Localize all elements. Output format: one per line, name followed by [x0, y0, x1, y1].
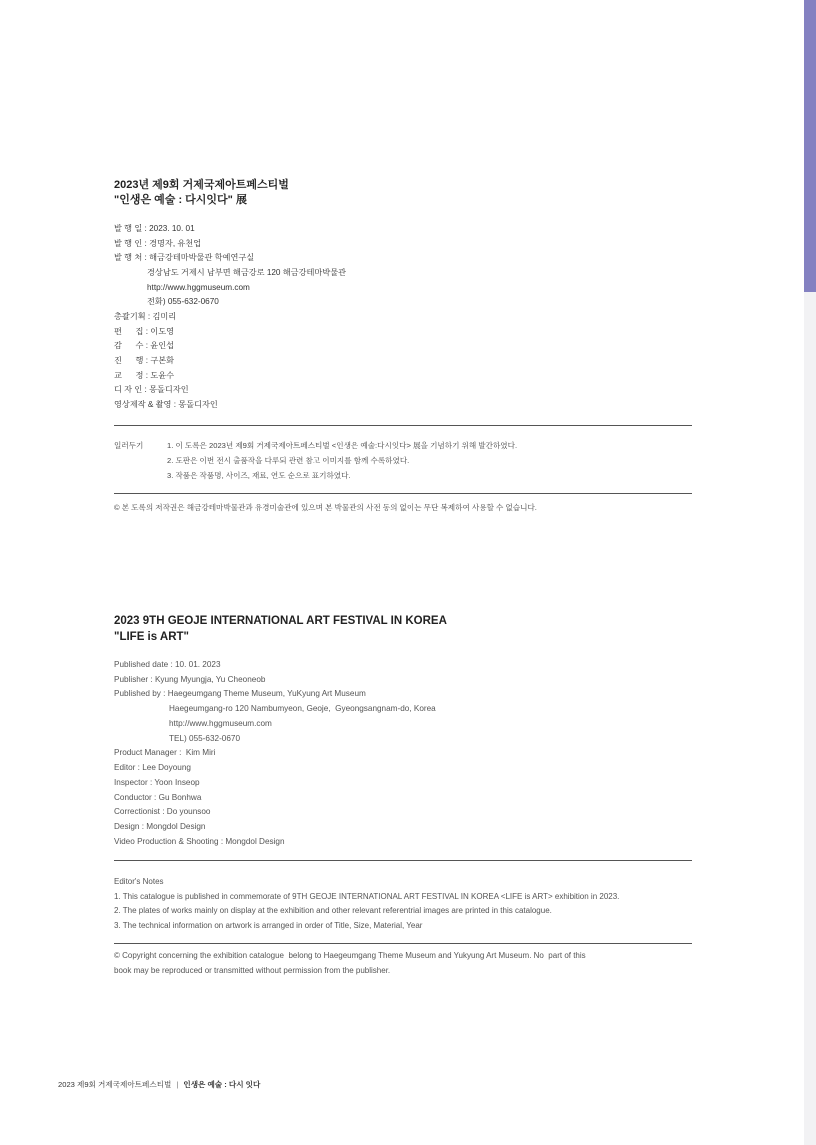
kr-credit-address: 경상남도 거제시 남부면 해금강로 120 해금강테마박물관 — [147, 268, 347, 277]
kr-title-line2: "인생은 예술 : 다시잇다" 展 — [114, 194, 247, 206]
kr-copyright: © 본 도록의 저작권은 해금강테마박물관과 유경미술관에 있으며 본 박물관의 사전 동의 없이는 무단 복제하여 사용할 수 없습니다. — [114, 503, 537, 512]
en-credit-correctionist: Correctionist : Do younsoo — [114, 807, 211, 816]
en-credit-date: Published date : 10. 01. 2023 — [114, 660, 221, 669]
kr-credit-publisher: 발 행 인 : 경명자, 유천업 — [114, 239, 202, 248]
en-note-1: 1. This catalogue is published in commemorate of 9TH GEOJE INTERNATIONAL ART FESTIVAL IN KOREA <LIFE is ART> exhibition in 2023. — [114, 892, 620, 901]
en-credit-video: Video Production & Shooting : Mongdol Design — [114, 837, 285, 846]
kr-credit-proofreader: 교 정 : 도윤수 — [114, 371, 175, 380]
colophon-english — [114, 613, 692, 645]
en-note-2: 2. The plates of works mainly on display at the exhibition and other relevant referentrial images are printed in this catalogue. — [114, 906, 552, 915]
en-credit-inspector: Inspector : Yoon Inseop — [114, 778, 200, 787]
en-credit-design: Design : Mongdol Design — [114, 822, 206, 831]
en-notes-label: Editor's Notes — [114, 877, 164, 886]
en-credit-editor: Editor : Lee Doyoung — [114, 763, 191, 772]
kr-credit-video: 영상제작 & 촬영 : 몽돌디자인 — [114, 400, 218, 409]
en-note-3: 3. The technical information on artwork is arranged in order of Title, Size, Material, Year — [114, 921, 423, 930]
en-copyright-line1: © Copyright concerning the exhibition catalogue belong to Haegeumgang Theme Museum and Yukyung Art Museum. No part of this — [114, 951, 586, 960]
kr-title-line1: 2023년 제9회 거제국제아트페스티벌 — [114, 179, 289, 191]
en-credits — [114, 660, 692, 850]
divider — [114, 493, 692, 494]
kr-credit-conductor: 진 행 : 구본화 — [114, 356, 175, 365]
en-credit-published-by: Published by : Haegeumgang Theme Museum, YuKyung Art Museum — [114, 689, 366, 698]
en-copyright-line2: book may be reproduced or transmitted without permission from the publisher. — [114, 966, 391, 975]
kr-notes-section — [114, 425, 692, 520]
en-notes-section — [114, 860, 692, 980]
divider — [114, 860, 692, 861]
en-credit-address: Haegeumgang-ro 120 Nambumyeon, Geoje, Gyeongsangnam-do, Korea — [169, 704, 436, 713]
kr-note-2: 2. 도판은 이번 전시 출품작을 다루되 관련 참고 이미지를 함께 수록하였다. — [167, 456, 410, 465]
footer-exhibition-title: 인생은 예술 : 다시 잇다 — [183, 1080, 261, 1089]
kr-credits — [114, 224, 692, 414]
kr-credit-url: http://www.hggmuseum.com — [147, 283, 250, 292]
kr-credit-inspector: 감 수 : 윤인섭 — [114, 341, 175, 350]
en-credit-manager: Product Manager : Kim Miri — [114, 748, 216, 757]
colophon-korean — [114, 178, 692, 208]
en-credit-conductor: Conductor : Gu Bonhwa — [114, 793, 202, 802]
footer-separator: | — [176, 1080, 179, 1089]
kr-credit-date: 발 행 일 : 2023. 10. 01 — [114, 224, 195, 233]
kr-note-1: 1. 이 도록은 2023년 제9회 거제국제아트페스티벌 <인생은 예술:다시잇다> 展을 기념하기 위해 발간하였다. — [167, 441, 518, 450]
kr-note-3: 3. 작품은 작품명, 사이즈, 재료, 연도 순으로 표기하였다. — [167, 471, 351, 480]
divider — [114, 943, 692, 944]
en-title-line1: 2023 9TH GEOJE INTERNATIONAL ART FESTIVAL IN KOREA — [114, 615, 447, 627]
kr-credit-phone: 전화) 055-632-0670 — [147, 297, 219, 306]
footer-event-name: 2023 제9회 거제국제아트페스티벌 — [58, 1080, 172, 1089]
en-title-line2: "LIFE is ART" — [114, 631, 190, 643]
page-footer — [58, 1079, 260, 1090]
kr-credit-manager: 총괄기획 : 김미리 — [114, 312, 177, 321]
kr-credit-design: 디 자 인 : 몽돌디자인 — [114, 385, 189, 394]
side-strip — [804, 292, 816, 1145]
en-credit-url: http://www.hggmuseum.com — [169, 719, 272, 728]
en-credit-publisher: Publisher : Kyung Myungja, Yu Cheoneob — [114, 675, 266, 684]
en-credit-phone: TEL) 055-632-0670 — [169, 734, 241, 743]
kr-notes-label: 일러두기 — [114, 441, 144, 450]
kr-credit-editor: 편 집 : 이도영 — [114, 327, 175, 336]
divider — [114, 425, 692, 426]
kr-credit-published-by: 발 행 처 : 해금강테마박물관 학예연구실 — [114, 253, 255, 262]
accent-tab — [804, 0, 816, 292]
